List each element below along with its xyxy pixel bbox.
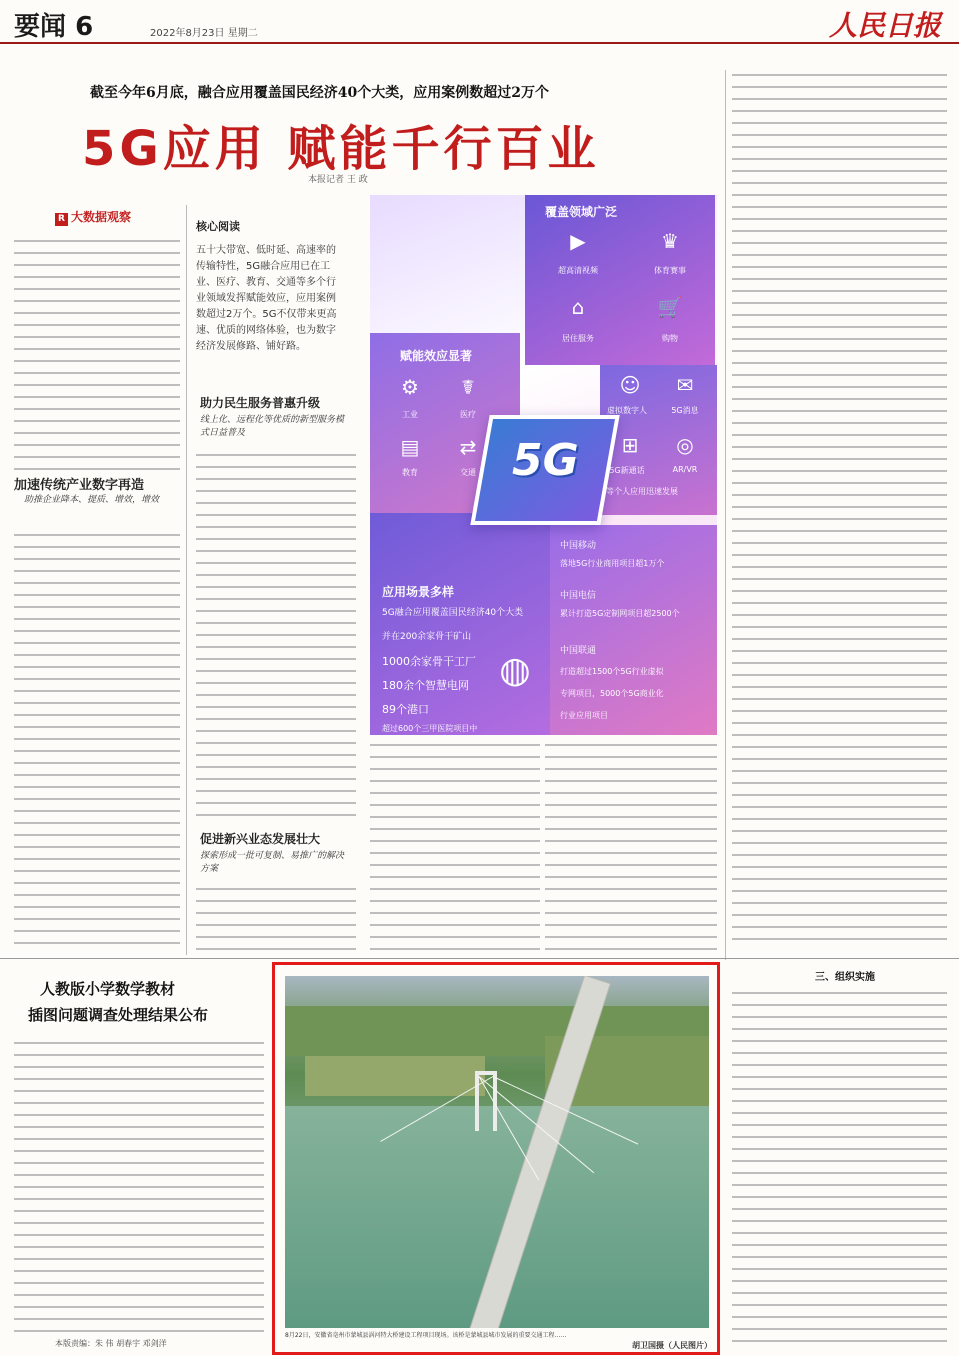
footer-editors: 本版责编：朱 伟 胡春宇 邓剑洋 — [55, 1339, 167, 1348]
section-heading: 加速传统产业数字再造 — [14, 478, 145, 493]
body-column-bottom-right — [732, 988, 947, 1348]
page-title: 5G应用 赋能千行百业 — [82, 121, 600, 177]
vr-headset-icon: ◎ — [676, 433, 694, 457]
issue-date: 2022年8月23日 星期二 — [150, 28, 258, 39]
body-column-right — [732, 70, 947, 950]
body-column-3 — [370, 740, 540, 950]
coverage-item: 购物 — [662, 334, 678, 343]
operator-stat: 打造超过1500个5G行业虚拟 — [560, 667, 664, 676]
efficiency-item: 医疗 — [460, 410, 476, 419]
newspaper-logo: 人民日报 — [828, 9, 941, 42]
efficiency-title: 赋能效应显著 — [400, 349, 473, 363]
network-icon: ⊞ — [621, 433, 639, 457]
highlight-frame — [272, 962, 720, 1355]
efficiency-item: 工业 — [402, 410, 418, 419]
operator-stat: 专网项目，5000个5G商业化 — [560, 689, 664, 698]
5g-logo: 5G — [512, 435, 579, 486]
coverage-item: 超高清视频 — [558, 266, 598, 275]
column-rule — [725, 70, 726, 960]
photo-credit: 胡卫国摄（人民图片） — [632, 1341, 712, 1350]
scene-line: 1000余家骨干工厂 — [382, 655, 476, 668]
section-subheading: 线上化、远程化等优质的新型服务模式日益普及 — [200, 415, 345, 438]
book-icon: ▤ — [400, 435, 420, 459]
operator-name: 中国移动 — [560, 541, 597, 551]
body-column-1 — [14, 236, 180, 471]
cart-icon: 🛒 — [657, 295, 683, 319]
traffic-icon: ⇄ — [459, 435, 477, 459]
operator-name: 中国联通 — [560, 646, 597, 656]
section-subheading: 探索形成一批可复制、易推广的解决方案 — [200, 851, 345, 874]
operator-stat: 落地5G行业商用项目超1万个 — [560, 559, 665, 568]
personal-item: 虚拟数字人 — [607, 406, 647, 415]
core-reading-title: 核心阅读 — [196, 220, 240, 233]
lead-line: 截至今年6月底，融合应用覆盖国民经济40个大类，应用案例数超过2万个 — [90, 85, 549, 101]
vr-person-icon: ☺ — [619, 373, 641, 397]
body-column-2b — [196, 884, 356, 950]
gear-icon: ⚙ — [401, 375, 419, 399]
scene-line: 并在200余家骨干矿山 — [382, 632, 472, 642]
brand-label: R 大数据观察 — [55, 208, 131, 226]
coverage-title: 覆盖领域广泛 — [545, 205, 618, 219]
personal-caption: 等个人应用迅速发展 — [606, 487, 678, 496]
section-subheading: 助推企业降本、提质、增效，增效 — [24, 495, 160, 505]
personal-item: 5G新通话 — [609, 466, 645, 475]
brand-icon: R — [55, 213, 68, 226]
personal-item: AR/VR — [672, 465, 698, 474]
tv-icon: ▶ — [570, 229, 586, 253]
message-icon: ✉ — [676, 373, 694, 397]
body-column-1b — [14, 530, 180, 950]
body-column-4 — [545, 740, 717, 950]
globe-icon: ◍ — [499, 650, 531, 691]
operator-stat: 行业应用项目 — [560, 711, 608, 720]
trophy-icon: ♛ — [661, 229, 679, 253]
byline: 本报记者 王 政 — [308, 175, 368, 185]
personal-item: 5G消息 — [671, 406, 699, 415]
article-title-line2: 插图问题调查处理结果公布 — [28, 1006, 209, 1024]
section-title: 要闻 6 — [14, 12, 94, 42]
coverage-item: 体育赛事 — [654, 266, 686, 275]
section-heading: 助力民生服务普惠升级 — [200, 396, 321, 410]
photo-caption: 8月22日，安徽省亳州市蒙城县涡河特大桥建设工程项目现场。该桥是蒙城县城市发展的重要交通工程…… — [285, 1332, 567, 1339]
scene-line: 5G融合应用覆盖国民经济40个大类 — [382, 608, 524, 618]
section-heading: 促进新兴业态发展壮大 — [200, 832, 321, 846]
scenes-title: 应用场景多样 — [382, 585, 455, 599]
core-reading-text: 五十大带宽、低时延、高速率的传输特性，5G融合应用已在工业、医疗、教育、交通等多个行业领域发挥赋能效应，应用案例数超过2万个。5G不仅带来更高速、优质的网络体验，也为数字经济发展修路、铺好路。 — [196, 245, 337, 352]
section-heading-organize: 三、组织实施 — [815, 972, 875, 983]
infographic-5g — [370, 195, 717, 735]
coverage-item: 居住服务 — [562, 334, 594, 343]
house-icon: ⌂ — [571, 295, 585, 319]
scene-line: 超过600个三甲医院项目中 — [382, 724, 478, 733]
operator-stat: 累计打造5G定制网项目超2500个 — [560, 609, 680, 618]
operator-name: 中国电信 — [560, 591, 597, 601]
stethoscope-icon: ☤ — [461, 375, 475, 399]
bottom-divider — [0, 958, 959, 959]
efficiency-item: 教育 — [402, 468, 418, 477]
scene-line: 89个港口 — [382, 703, 429, 716]
article-title-line1: 人教版小学数学教材 — [40, 980, 176, 998]
body-column-bottom-left — [14, 1038, 264, 1333]
column-rule — [186, 205, 187, 955]
scene-line: 180余个智慧电网 — [382, 679, 469, 692]
efficiency-item: 交通 — [460, 468, 476, 477]
body-column-2 — [196, 450, 356, 820]
tile-scenes — [370, 513, 550, 735]
masthead — [0, 0, 959, 44]
